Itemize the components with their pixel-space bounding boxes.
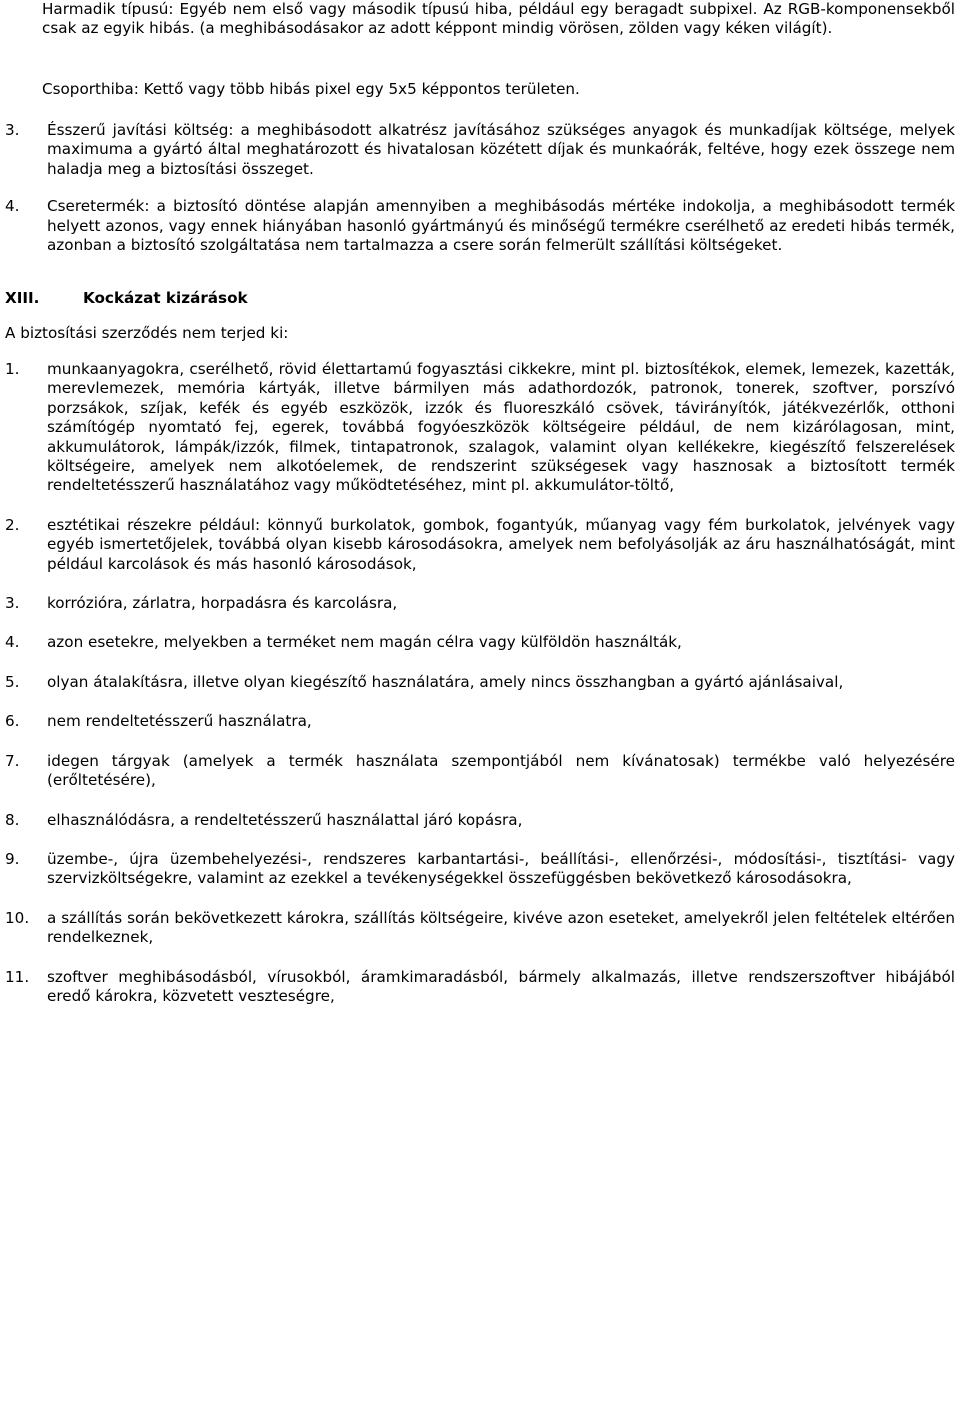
exclusions-lead: A biztosítási szerződés nem terjed ki: (5, 324, 289, 342)
exclusion-item-11 (5, 968, 955, 1007)
section-heading (5, 289, 248, 308)
item-number: 4. (5, 633, 20, 652)
section-title: Kockázat kizárások (83, 289, 248, 307)
item-text: olyan átalakításra, illetve olyan kiegészítő használatára, amely nincs összhangban a gyártó ajánlásaival, (47, 672, 844, 691)
exclusion-item-8 (5, 811, 955, 830)
item-text: Ésszerű javítási költség: a meghibásodott alkatrész javításához szükséges anyagok és munkadíjak költsége, melyek maximuma a gyártó által meghatározott és hivatalosan közétett díjak és munkaórák, feltéve, hogy ezek összege nem haladja meg a biztosítási összeget. (47, 121, 955, 178)
item-text: Cseretermék: a biztosító döntése alapján amennyiben a meghibásodás mértéke indokolja, a meghibásodott termék helyett azonos, vagy ennek hiányában hasonló gyártmányú és minőségű termékre cserélhető az eredeti hibás termék, azonban a biztosító szolgáltatása nem tartalmazza a csere során felmerült szállítási költségeket. (47, 197, 955, 255)
exclusion-item-10 (5, 909, 955, 948)
definition-item-3 (5, 121, 955, 179)
exclusion-item-9 (5, 850, 955, 889)
item-number: 9. (5, 849, 20, 868)
item-text: idegen tárgyak (amelyek a termék használata szempontjából nem kívánatosak) termékbe való helyezésére (erőltetésére), (47, 751, 955, 790)
item-text: esztétikai részekre például: könnyű burkolatok, gombok, fogantyúk, műanyag vagy fém burkolatok, jelvények vagy egyéb ismertetőjelek, továbbá olyan kisebb károsodásokra, amelyek nem befolyásolják az áru használhatóságát, mint például karcolások és más hasonló károsodások, (47, 515, 955, 573)
item-number: 2. (5, 515, 20, 534)
item-text: nem rendeltetésszerű használatra, (47, 712, 312, 731)
section-number: XIII. (5, 289, 40, 307)
item-number: 6. (5, 712, 20, 731)
definition-item-4 (5, 197, 955, 255)
item-number: 11. (5, 967, 30, 986)
exclusion-item-3 (5, 594, 955, 613)
item-number: 3. (5, 121, 20, 139)
item-number: 1. (5, 360, 20, 378)
exclusion-item-7 (5, 752, 955, 791)
item-number: 7. (5, 751, 20, 770)
item-text: szoftver meghibásodásból, vírusokból, áramkimaradásból, bármely alkalmazás, illetve rendszerszoftver hibájából eredő károkra, közvetett veszteségre, (47, 967, 955, 1005)
exclusion-item-1 (5, 360, 955, 496)
item-number: 3. (5, 594, 20, 613)
item-text: korrózióra, zárlatra, horpadásra és karcolásra, (47, 594, 398, 613)
item-text: üzembe-, újra üzembehelyezési-, rendszeres karbantartási-, beállítási-, ellenőrzési-, módosítási-, tisztítási- vagy szervizköltségekre, valamint az ezekkel a tevékenységekkel összefüggésben bekövetkező károsodásokra, (47, 849, 955, 888)
exclusion-item-5 (5, 673, 955, 692)
definition-list (5, 121, 955, 255)
item-number: 8. (5, 810, 20, 829)
intro-paragraph-type3: Harmadik típusú: Egyéb nem első vagy második típusú hiba, például egy beragadt subpixel. Az RGB-komponensekből csak az egyik hibás. (a meghibásodásakor az adott képpont mindig vörösen, zölden vagy kéken világít). (42, 0, 955, 38)
item-text: elhasználódásra, a rendeltetésszerű használattal járó kopásra, (47, 810, 523, 829)
item-text: a szállítás során bekövetkezett károkra, szállítás költségeire, kivéve azon eseteket, amelyekről jelen feltételek eltérően rendelkeznek, (47, 908, 955, 947)
exclusion-item-4 (5, 633, 955, 652)
exclusion-list (5, 360, 955, 1026)
item-number: 5. (5, 672, 20, 691)
exclusion-item-6 (5, 712, 955, 731)
exclusion-item-2 (5, 516, 955, 574)
item-number: 4. (5, 197, 20, 216)
item-text: azon esetekre, melyekben a terméket nem magán célra vagy külföldön használták, (47, 633, 682, 652)
item-number: 10. (5, 908, 30, 927)
item-text: munkaanyagokra, cserélhető, rövid élettartamú fogyasztási cikkekre, mint pl. biztosítékok, elemek, lemezek, kazetták, merevlemezek, memória kártyák, illetve bármilyen más adathordozók, patronok, tonerek, szoftver, porszívó porzsákok, szíjak, kefék és egyéb eszközök, izzók és fluoreszkáló csövek, távirányítók, játékvezérlők, otthoni számítógép nyomtató fej, egerek, továbbá fogyóeszközök költségeire például, de nem kizárólagosan, mint, akkumulátorok, lámpák/izzók, filmek, tintapatronok, szalagok, valamint olyan kellékekre, kiegészítő felszerelések költségeire, amelyek nem alkotóelemek, de rendszerint szükségesek vagy hasznosak a biztosított termék rendeltetésszerű használatához vagy működtetéséhez, mint pl. akkumulátor-töltő, (47, 360, 955, 495)
intro-paragraph-group-defect: Csoporthiba: Kettő vagy több hibás pixel egy 5x5 képpontos területen. (42, 80, 580, 98)
